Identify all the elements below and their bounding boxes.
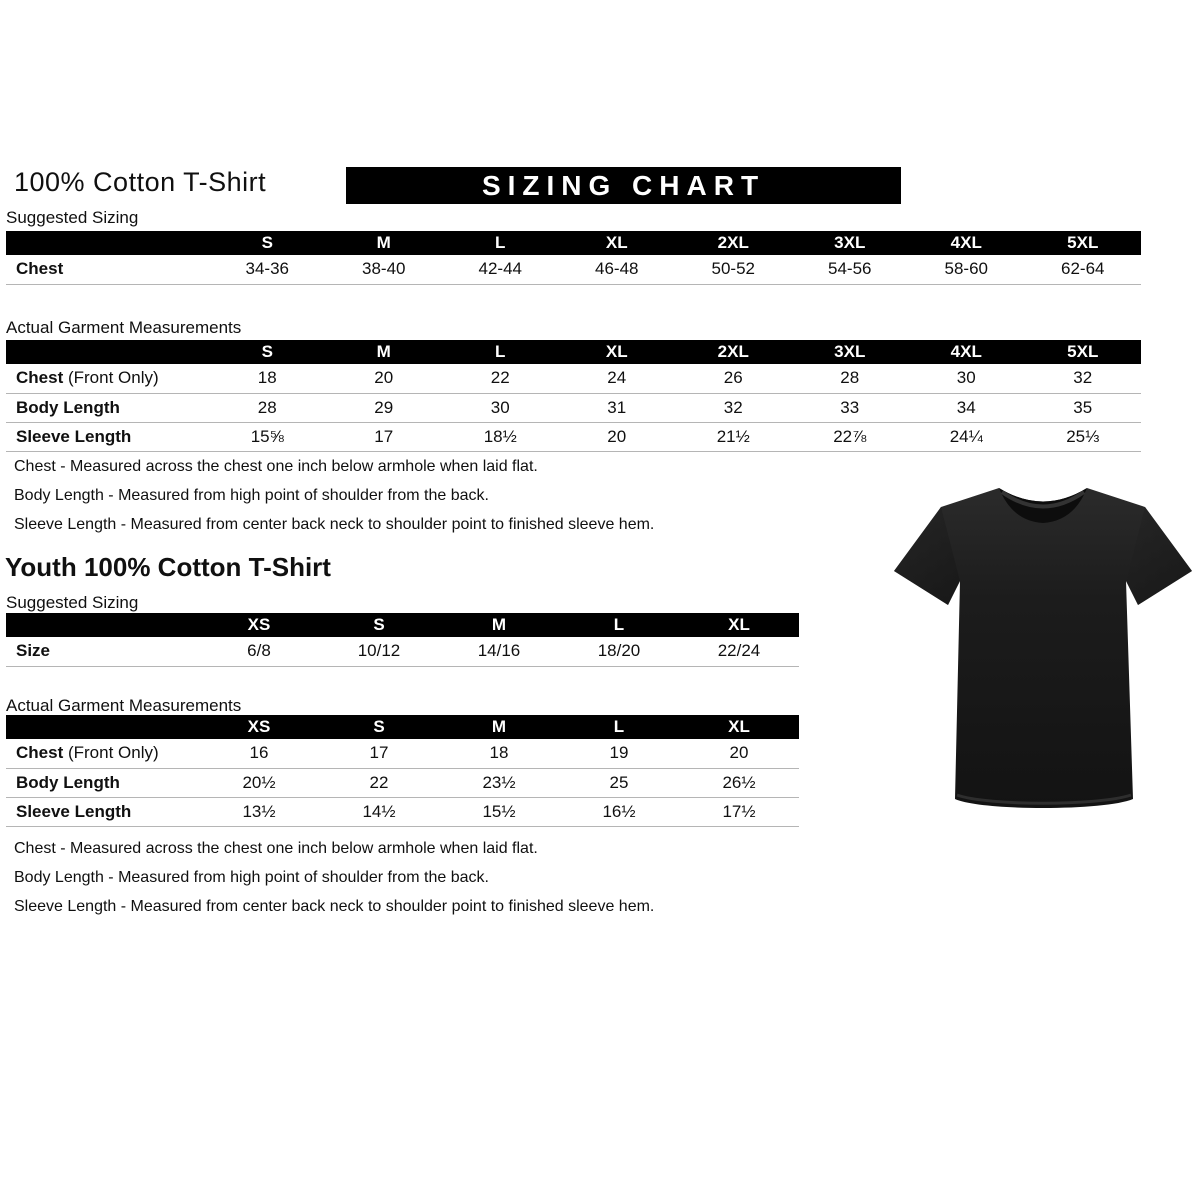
measurement-cell: 22 <box>319 768 439 797</box>
measurement-cell: 17 <box>326 422 443 451</box>
measurement-cell: 35 <box>1025 393 1142 422</box>
row-label: Sleeve Length <box>6 797 199 826</box>
measurement-cell: 32 <box>1025 364 1142 393</box>
measurement-cell: 15½ <box>439 797 559 826</box>
measurement-cell: 25⅓ <box>1025 422 1142 451</box>
measurement-cell: 15⅝ <box>209 422 326 451</box>
measurement-cell: 10/12 <box>319 637 439 666</box>
measurement-cell: 34-36 <box>209 255 326 284</box>
measurement-cell: 23½ <box>439 768 559 797</box>
row-label: Body Length <box>6 768 199 797</box>
size-column-header: M <box>326 231 443 255</box>
measurement-cell: 34 <box>908 393 1025 422</box>
measurement-cell: 50-52 <box>675 255 792 284</box>
size-column-header: L <box>442 231 559 255</box>
size-column-header: S <box>209 231 326 255</box>
measurement-cell: 31 <box>559 393 676 422</box>
note-chest: Chest - Measured across the chest one inch below armhole when laid flat. <box>14 458 538 475</box>
measurement-cell: 19 <box>559 739 679 768</box>
measurement-cell: 20½ <box>199 768 319 797</box>
size-column-header: XS <box>199 613 319 637</box>
row-label: Sleeve Length <box>6 422 209 451</box>
size-column-header: M <box>439 715 559 739</box>
size-column-header: 5XL <box>1025 231 1142 255</box>
measurement-cell: 28 <box>209 393 326 422</box>
row-label: Chest <box>6 255 209 284</box>
adult-actual-measurements-table <box>6 340 1141 452</box>
note-body-length: Body Length - Measured from high point of shoulder from the back. <box>14 869 489 886</box>
measurement-cell: 54-56 <box>792 255 909 284</box>
measurement-row <box>6 364 1141 393</box>
size-column-header: S <box>319 715 439 739</box>
measurement-cell: 6/8 <box>199 637 319 666</box>
measurement-cell: 24¼ <box>908 422 1025 451</box>
measurement-cell: 16½ <box>559 797 679 826</box>
size-column-header: S <box>319 613 439 637</box>
measurement-cell: 22⅞ <box>792 422 909 451</box>
youth-section-title: Youth 100% Cotton T-Shirt <box>5 552 331 582</box>
measurement-row <box>6 739 799 768</box>
youth-suggested-sizing-table <box>6 613 799 667</box>
header-label-spacer <box>6 613 199 637</box>
measurement-cell: 42-44 <box>442 255 559 284</box>
measurement-cell: 26½ <box>679 768 799 797</box>
measurement-cell: 14½ <box>319 797 439 826</box>
size-column-header: L <box>442 340 559 364</box>
adult-measurement-notes <box>14 458 834 545</box>
row-label: Size <box>6 637 199 666</box>
measurement-cell: 18½ <box>442 422 559 451</box>
size-column-header: L <box>559 613 679 637</box>
measurement-cell: 26 <box>675 364 792 393</box>
measurement-cell: 29 <box>326 393 443 422</box>
measurement-cell: 20 <box>679 739 799 768</box>
size-column-header: 3XL <box>792 340 909 364</box>
adult-actual-measurements-label: Actual Garment Measurements <box>6 318 242 337</box>
adult-suggested-sizing-label: Suggested Sizing <box>6 208 139 227</box>
size-column-header: M <box>439 613 559 637</box>
sizing-chart-banner: SIZING CHART <box>346 167 901 204</box>
size-column-header: 5XL <box>1025 340 1142 364</box>
size-column-header: 3XL <box>792 231 909 255</box>
youth-actual-measurements-label: Actual Garment Measurements <box>6 696 242 715</box>
youth-measurement-notes <box>14 840 834 927</box>
measurement-row <box>6 422 1141 451</box>
measurement-row <box>6 255 1141 284</box>
measurement-row <box>6 393 1141 422</box>
measurement-cell: 14/16 <box>439 637 559 666</box>
measurement-cell: 13½ <box>199 797 319 826</box>
header-label-spacer <box>6 340 209 364</box>
row-label: Chest (Front Only) <box>6 364 209 393</box>
row-label: Chest (Front Only) <box>6 739 199 768</box>
size-column-header: 2XL <box>675 340 792 364</box>
measurement-cell: 62-64 <box>1025 255 1142 284</box>
measurement-cell: 28 <box>792 364 909 393</box>
note-sleeve-length: Sleeve Length - Measured from center back neck to shoulder point to finished sleeve hem. <box>14 516 655 533</box>
measurement-cell: 24 <box>559 364 676 393</box>
note-chest: Chest - Measured across the chest one inch below armhole when laid flat. <box>14 840 538 857</box>
header-label-spacer <box>6 715 199 739</box>
youth-suggested-sizing-label: Suggested Sizing <box>6 593 139 612</box>
measurement-cell: 46-48 <box>559 255 676 284</box>
measurement-cell: 18/20 <box>559 637 679 666</box>
measurement-cell: 58-60 <box>908 255 1025 284</box>
measurement-cell: 25 <box>559 768 679 797</box>
measurement-row <box>6 768 799 797</box>
measurement-row <box>6 797 799 826</box>
measurement-cell: 18 <box>439 739 559 768</box>
measurement-cell: 16 <box>199 739 319 768</box>
size-column-header: 4XL <box>908 231 1025 255</box>
size-column-header: XS <box>199 715 319 739</box>
measurement-cell: 22 <box>442 364 559 393</box>
tshirt-image <box>893 473 1193 818</box>
youth-actual-measurements-table <box>6 715 799 827</box>
measurement-cell: 17½ <box>679 797 799 826</box>
measurement-cell: 32 <box>675 393 792 422</box>
measurement-row <box>6 637 799 666</box>
measurement-cell: 30 <box>908 364 1025 393</box>
size-column-header: XL <box>679 715 799 739</box>
header-label-spacer <box>6 231 209 255</box>
size-column-header: XL <box>559 340 676 364</box>
note-body-length: Body Length - Measured from high point of shoulder from the back. <box>14 487 489 504</box>
row-label: Body Length <box>6 393 209 422</box>
adult-suggested-sizing-table <box>6 231 1141 285</box>
size-column-header: 2XL <box>675 231 792 255</box>
measurement-cell: 30 <box>442 393 559 422</box>
measurement-cell: 17 <box>319 739 439 768</box>
measurement-cell: 33 <box>792 393 909 422</box>
measurement-cell: 38-40 <box>326 255 443 284</box>
measurement-cell: 20 <box>559 422 676 451</box>
size-column-header: S <box>209 340 326 364</box>
measurement-cell: 18 <box>209 364 326 393</box>
size-column-header: L <box>559 715 679 739</box>
size-column-header: M <box>326 340 443 364</box>
adult-section-title: 100% Cotton T-Shirt <box>14 167 267 197</box>
note-sleeve-length: Sleeve Length - Measured from center back neck to shoulder point to finished sleeve hem. <box>14 898 655 915</box>
size-column-header: XL <box>679 613 799 637</box>
measurement-cell: 21½ <box>675 422 792 451</box>
size-column-header: 4XL <box>908 340 1025 364</box>
measurement-cell: 22/24 <box>679 637 799 666</box>
measurement-cell: 20 <box>326 364 443 393</box>
size-column-header: XL <box>559 231 676 255</box>
